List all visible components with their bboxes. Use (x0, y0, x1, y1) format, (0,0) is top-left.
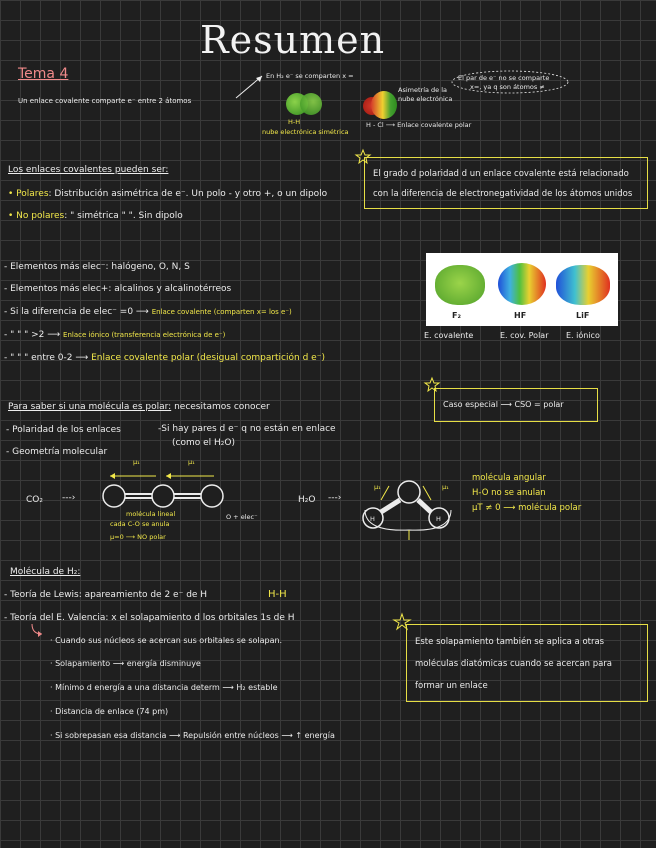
h2mol-bullet-1: · Cuando sus núcleos se acercan sus orbitales se solapan. (50, 636, 283, 645)
h2o-mu-1: μ₁ (374, 483, 381, 491)
polar-heading (8, 402, 270, 412)
star-icon-2 (425, 378, 439, 392)
tipos-heading: Los enlaces covalentes pueden ser: (8, 165, 169, 175)
h2o-label: H₂O (298, 495, 316, 505)
label-f2: F₂ (452, 311, 461, 320)
note-box-solapamiento-text: Este solapamiento también se aplica a otras moléculas diatómicas cuando se acercan para formar un enlace (415, 637, 612, 691)
elec-line-5b: Enlace covalente polar (desigual compartición d e⁻) (91, 353, 325, 363)
star-icon (356, 150, 370, 164)
polar-p1: - Polaridad de los enlaces (6, 425, 121, 435)
polarity-image (426, 253, 618, 326)
note-box-solapamiento (406, 624, 648, 702)
elec-line-3b: Enlace covalente (comparten x= los e⁻) (151, 308, 292, 316)
polares-text: : Distribución asimétrica de e⁻. Un polo - y otro +, o un dipolo (48, 189, 328, 199)
h2-cloud-label: nube electrónica simétrica (262, 128, 349, 136)
note-box-caso-text: Caso especial ⟶ CSO = polar (443, 400, 564, 409)
co2-note-3: μ=0 ⟶ NO polar (110, 533, 166, 541)
caption-cov-polar: E. cov. Polar (500, 331, 549, 340)
h2mol-lewis: - Teoría de Lewis: apareamiento de 2 e⁻ de H (4, 590, 208, 600)
hf-orbital-icon (498, 263, 546, 305)
intro-text: Un enlace covalente comparte e⁻ entre 2 átomos (18, 97, 192, 105)
polar-heading-main: Para saber si una molécula es polar: (8, 402, 172, 412)
elec-line-3 (4, 307, 292, 317)
lif-orbital-icon (556, 265, 610, 305)
tipos-nopolares (8, 211, 183, 221)
hcl-note-1: Asimetría de la (398, 86, 448, 94)
label-hf: HF (514, 311, 527, 320)
section-heading-tema: Tema 4 (18, 66, 69, 82)
hcl-label: H - Cl ⟶ Enlace covalente polar (366, 121, 472, 129)
elec-line-4b: Enlace iónico (transferencia electrónica de e⁻) (63, 331, 226, 339)
co2-label: CO₂ (26, 495, 43, 505)
h2mol-bullet-3: · Mínimo d energía a una distancia determ ⟶ H₂ estable (50, 683, 278, 692)
elec-line-4 (4, 330, 225, 340)
co2-mu-1: μ₁ (133, 458, 140, 466)
h2mol-bullet-4: · Distancia de enlace (74 pm) (50, 707, 169, 716)
polares-label: • Polares (8, 189, 49, 199)
hcl-orbital-right-icon (371, 91, 397, 119)
co2-plus: O + elec⁻ (226, 513, 258, 521)
hcl-note-2: nube electrónica (398, 95, 453, 103)
elec-line-1: - Elementos más elec⁻: halógeno, O, N, S (4, 262, 190, 272)
h2o-mu-2: μ₁ (442, 483, 449, 491)
polar-p2: - Geometría molecular (6, 447, 108, 457)
co2-arrow: ---› (62, 493, 76, 503)
h2-orbital-right-icon (300, 93, 322, 115)
co2-mu-2: μ₁ (188, 458, 195, 466)
h2o-arrow: ---› (328, 493, 342, 503)
h2mol-bullet-5: · Si sobrepasan esa distancia ⟶ Repulsión entre núcleos ⟶ ↑ energía (50, 731, 335, 740)
nopolares-text: : " simétrica " ". Sin dipolo (64, 211, 183, 221)
elec-line-2: - Elementos más elec+: alcalinos y alcalinotérreos (4, 284, 232, 294)
polar-heading-2: necesitamos conocer (174, 402, 270, 412)
elec-line-5a: - " " " entre 0-2 ⟶ (4, 353, 89, 363)
note-box-polaridad (364, 157, 648, 209)
caption-ionico: E. iónico (566, 331, 600, 340)
hcl-bubble-2: x=, ya q son átomos ≠ (470, 83, 545, 91)
hcl-bubble-1: El par de e⁻ no se comparte (458, 74, 550, 82)
h2o-atom-o: O (405, 489, 411, 497)
co2-note-1: molécula lineal (126, 510, 176, 518)
polar-pares-2: (como el H₂O) (172, 438, 235, 448)
h2mol-heading: Molécula de H₂: (10, 567, 81, 577)
h2mol-valencia: - Teoría del E. Valencia: x el solapamiento d los orbitales 1s de H (4, 613, 295, 623)
h2o-note-3: μT ≠ 0 ⟶ molécula polar (472, 503, 582, 513)
h2-note: En H₂ e⁻ se comparten x = (266, 72, 354, 80)
h2o-atom-h2: H (436, 515, 441, 523)
h2-label: H-H (288, 118, 301, 126)
h2o-note-1: molécula angular (472, 473, 546, 483)
h2o-atom-h1: H (370, 515, 375, 523)
note-box-caso-especial (434, 388, 598, 422)
elec-line-5 (4, 353, 325, 363)
nopolares-label: • No polares (8, 211, 65, 221)
page-title: Resumen (200, 18, 386, 62)
elec-line-3a: - Si la diferencia de elec⁻ =0 ⟶ (4, 307, 149, 317)
star-icon-3 (394, 614, 410, 630)
h2o-note-2: H-O no se anulan (472, 488, 546, 498)
co2-note-2: cada C-O se anula (110, 520, 170, 528)
label-lif: LiF (576, 311, 590, 320)
h2mol-bullet-2: · Solapamiento ⟶ energía disminuye (50, 659, 201, 668)
f2-orbital-icon (435, 265, 485, 305)
elec-line-4a: - " " " >2 ⟶ (4, 330, 61, 340)
note-box-polaridad-text: El grado d polaridad d un enlace covalente está relacionado con la diferencia de electronegatividad de los átomos unidos (373, 169, 633, 199)
polar-pares: -Si hay pares d e⁻ q no están en enlace (158, 424, 336, 434)
caption-covalente: E. covalente (424, 331, 474, 340)
tipos-polares (8, 189, 327, 199)
h2o-molecule-diagram (355, 470, 465, 540)
intro-arrow-icon (236, 72, 266, 102)
h2mol-lewis-hh: H-H (268, 589, 287, 600)
curved-arrow-icon (30, 624, 46, 638)
